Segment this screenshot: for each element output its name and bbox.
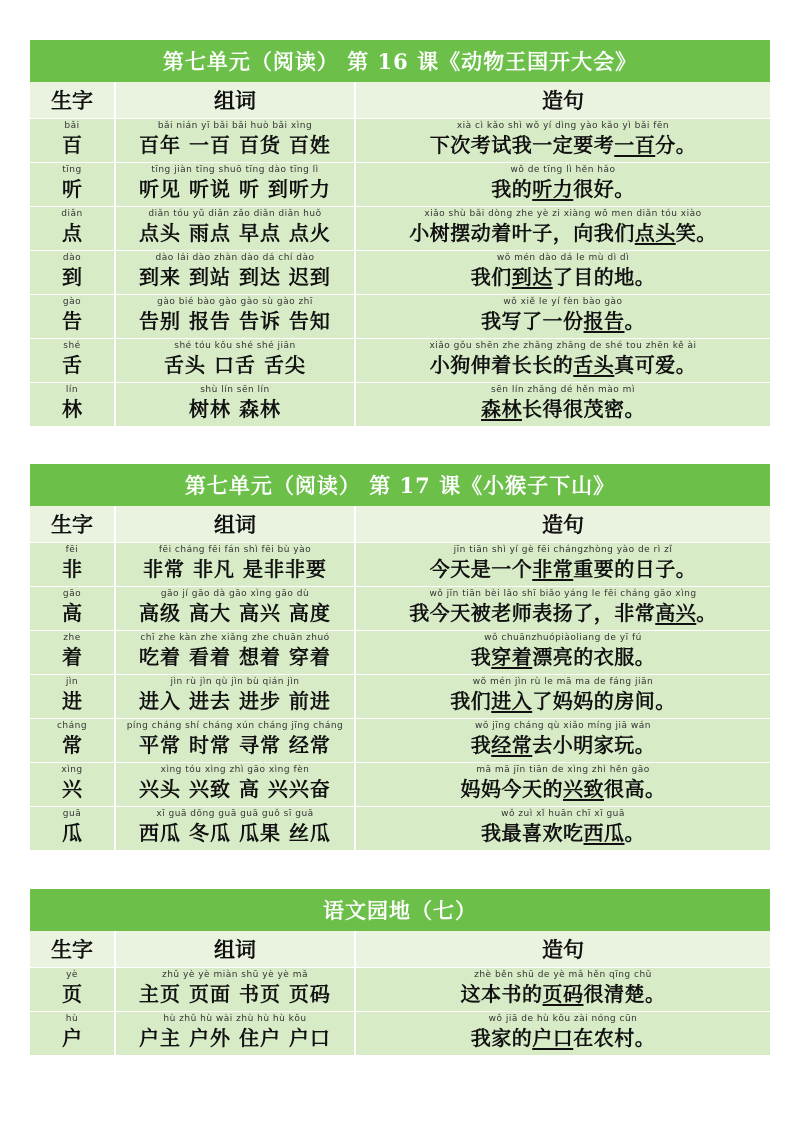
word-group: 兴头 兴致 高 兴兴奋: [139, 777, 331, 801]
words-pinyin: jìn rù jìn qù jìn bù qián jìn: [170, 677, 300, 687]
new-character: 高: [62, 601, 82, 625]
new-character: 听: [62, 177, 82, 201]
char-pinyin: hù: [65, 1014, 79, 1024]
words-pinyin: diǎn tóu yǔ diǎn zǎo diǎn diǎn huǒ: [148, 209, 322, 219]
sentence-text-end: 真可爱。: [614, 353, 697, 377]
word-group: 告别 报告 告诉 告知: [139, 309, 331, 333]
header-char-cell: [30, 931, 116, 967]
char-pinyin: tīng: [62, 165, 82, 175]
sentence-pinyin: jīn tiān shì yí gè fēi chángzhòng yào de rì zǐ: [453, 545, 673, 555]
sentence-underlined-word: 报告: [583, 309, 625, 333]
sentence-pinyin: xià cì kǎo shì wǒ yí dìng yào kǎo yì bǎi fēn: [456, 121, 670, 131]
table-row: [30, 763, 770, 807]
sentence-cell: [356, 207, 770, 250]
sentence-pinyin: wǒ jiā de hù kǒu zài nóng cūn: [488, 1014, 638, 1024]
sentence-pinyin: wǒ chuānzhuópiàoliang de yī fú: [484, 633, 642, 643]
words-cell: [116, 675, 356, 718]
char-cell: [30, 163, 116, 206]
example-sentence: [356, 729, 770, 758]
sentence-cell: [356, 587, 770, 630]
sentence-text-end: 了目的地。: [552, 265, 656, 289]
header-sentence-cell: [356, 931, 770, 967]
new-character: 非: [62, 557, 82, 581]
char-pinyin: gào: [62, 297, 82, 307]
sentence-pinyin: wǒ mén jìn rù le mā ma de fáng jiān: [472, 677, 654, 687]
example-sentence: [356, 817, 770, 846]
header-words-label: 组词: [214, 88, 256, 113]
word-group: 主页 页面 书页 页码: [139, 982, 331, 1006]
example-sentence: [356, 129, 770, 158]
words-cell: [116, 339, 356, 382]
sentence-underlined-word: 听力: [532, 177, 574, 201]
char-pinyin: jìn: [65, 677, 79, 687]
sentence-underlined-word: 一百: [614, 133, 656, 157]
word-group: 舌头 口舌 舌尖: [164, 353, 306, 377]
header-words-cell: [116, 506, 356, 542]
sentence-text: 我们: [450, 689, 492, 713]
word-group: 百年 一百 百货 百姓: [139, 133, 331, 157]
sentence-underlined-word: 到达: [511, 265, 553, 289]
word-group: 平常 时常 寻常 经常: [139, 733, 331, 757]
table-row: [30, 207, 770, 251]
sentence-pinyin: zhè běn shū de yè mǎ hěn qīng chǔ: [474, 970, 652, 980]
char-pinyin: lín: [65, 385, 79, 395]
words-pinyin: xìng tóu xìng zhì gāo xìng fèn: [160, 765, 310, 775]
sentence-cell: [356, 675, 770, 718]
char-cell: [30, 251, 116, 294]
new-character: 百: [62, 133, 82, 157]
new-character: 告: [62, 309, 82, 333]
new-character: 舌: [62, 353, 82, 377]
sentence-text: 我写了一份: [481, 309, 584, 333]
char-cell: [30, 675, 116, 718]
header-words-cell: [116, 82, 356, 118]
table-row: [30, 631, 770, 675]
word-group: 听见 听说 听 到听力: [139, 177, 331, 201]
sentence-cell: [356, 543, 770, 586]
table-header-row: [30, 506, 770, 543]
header-sentence-cell: [356, 82, 770, 118]
words-pinyin: bǎi nián yī bǎi bǎi huò bǎi xìng: [157, 121, 313, 131]
lesson-table: [30, 889, 770, 1056]
sentence-cell: [356, 631, 770, 674]
sentence-text: 下次考试我一定要考: [429, 133, 615, 157]
words-pinyin: gào bié bào gào gào sù gào zhī: [157, 297, 313, 307]
char-cell: [30, 587, 116, 630]
example-sentence: [356, 978, 770, 1007]
char-pinyin: guā: [62, 809, 82, 819]
table-row: [30, 543, 770, 587]
word-group: 到来 到站 到达 迟到: [139, 265, 331, 289]
lesson-table: [30, 464, 770, 851]
char-cell: [30, 763, 116, 806]
sentence-cell: [356, 968, 770, 1011]
sentence-text: 我家的: [470, 1026, 533, 1050]
word-group: 高级 高大 高兴 高度: [139, 601, 331, 625]
char-pinyin: shé: [63, 341, 81, 351]
sentence-text-end: 长得很茂密。: [522, 397, 645, 421]
word-group: 点头 雨点 早点 点火: [139, 221, 331, 245]
char-pinyin: gāo: [62, 589, 82, 599]
sentence-underlined-word: 穿着: [491, 645, 533, 669]
sentence-underlined-word: 舌头: [573, 353, 615, 377]
table-row: [30, 339, 770, 383]
sentence-underlined-word: 点头: [634, 221, 676, 245]
sentence-cell: [356, 1012, 770, 1055]
char-cell: [30, 339, 116, 382]
new-character: 到: [62, 265, 82, 289]
sentence-pinyin: wǒ zuì xǐ huān chī xī guā: [501, 809, 625, 819]
words-pinyin: píng cháng shí cháng xún cháng jīng cháng: [126, 721, 344, 731]
sentence-text-end: 去小明家玩。: [532, 733, 656, 757]
sentence-text-end: 重要的日子。: [573, 557, 697, 581]
sentence-text-end: 。: [624, 821, 645, 845]
word-group: 户主 户外 住户 户口: [139, 1026, 331, 1050]
header-words-cell: [116, 931, 356, 967]
sentence-text-end: 。: [624, 309, 645, 333]
example-sentence: [356, 217, 770, 246]
sentence-pinyin: wǒ de tīng lì hěn hǎo: [510, 165, 616, 175]
words-pinyin: tīng jiàn tīng shuō tīng dào tīng lì: [151, 165, 319, 175]
table-header-row: [30, 931, 770, 968]
sentence-pinyin: wǒ mén dào dá le mù dì dì: [496, 253, 630, 263]
sentence-text-end: 很清楚。: [583, 982, 666, 1006]
char-cell: [30, 295, 116, 338]
new-character: 着: [62, 645, 82, 669]
header-words-label: 组词: [214, 512, 256, 537]
words-pinyin: gāo jí gāo dà gāo xìng gāo dù: [160, 589, 310, 599]
words-pinyin: zhǔ yè yè miàn shū yè yè mǎ: [162, 970, 308, 980]
example-sentence: [356, 1022, 770, 1051]
header-words-label: 组词: [214, 937, 256, 962]
word-group: 非常 非凡 是非非要: [143, 557, 327, 581]
header-sentence-label: 造句: [542, 88, 584, 113]
header-char-label: 生字: [51, 512, 93, 537]
table-row: [30, 295, 770, 339]
sentence-cell: [356, 251, 770, 294]
char-cell: [30, 807, 116, 850]
example-sentence: [356, 553, 770, 582]
table-row: [30, 163, 770, 207]
table-row: [30, 807, 770, 851]
words-cell: [116, 207, 356, 250]
header-sentence-cell: [356, 506, 770, 542]
words-pinyin: dào lái dào zhàn dào dá chí dào: [155, 253, 315, 263]
sentence-text: 我: [470, 733, 492, 757]
table-row: [30, 675, 770, 719]
sentence-underlined-word: 高兴: [655, 601, 697, 625]
words-cell: [116, 251, 356, 294]
sentence-text-end: 笑。: [675, 221, 717, 245]
new-character: 瓜: [62, 821, 82, 845]
sentence-text: 这本书的: [460, 982, 543, 1006]
sentence-cell: [356, 295, 770, 338]
char-pinyin: dào: [62, 253, 82, 263]
sentence-text: 我: [470, 645, 492, 669]
char-cell: [30, 119, 116, 162]
words-pinyin: shù lín sēn lín: [200, 385, 270, 395]
new-character: 兴: [62, 777, 82, 801]
words-pinyin: chī zhe kàn zhe xiǎng zhe chuān zhuó: [140, 633, 330, 643]
sentence-underlined-word: 非常: [532, 557, 574, 581]
example-sentence: [356, 597, 770, 626]
sentence-underlined-word: 进入: [491, 689, 533, 713]
header-char-label: 生字: [51, 937, 93, 962]
example-sentence: [356, 773, 770, 802]
sentence-underlined-word: 页码: [542, 982, 584, 1006]
sentence-text: 妈妈今天的: [460, 777, 563, 801]
lesson-title: 语文园地（七）: [30, 889, 770, 931]
sentence-text-end: 在农村。: [573, 1026, 656, 1050]
char-pinyin: zhe: [63, 633, 81, 643]
sentence-text-end: 很好。: [573, 177, 635, 201]
sentence-pinyin: xiǎo gǒu shēn zhe zhǎng zhǎng de shé tou zhēn kě ài: [429, 341, 697, 351]
words-pinyin: fēi cháng fēi fán shì fēi bù yào: [158, 545, 312, 555]
lesson-title: 第七单元（阅读） 第 17 课《小猴子下山》: [30, 464, 770, 506]
sentence-text: 小树摆动着叶子，向我们: [409, 221, 635, 245]
char-pinyin: xìng: [61, 765, 83, 775]
table-row: [30, 968, 770, 1012]
sentence-underlined-word: 西瓜: [583, 821, 625, 845]
char-pinyin: fēi: [65, 545, 79, 555]
table-header-row: [30, 82, 770, 119]
example-sentence: [356, 173, 770, 202]
words-pinyin: shé tóu kǒu shé shé jiān: [174, 341, 296, 351]
example-sentence: [356, 305, 770, 334]
new-character: 进: [62, 689, 82, 713]
sentence-pinyin: wǒ jīn tiān bèi lǎo shī biǎo yáng le fēi cháng gāo xìng: [429, 589, 697, 599]
char-cell: [30, 383, 116, 426]
words-cell: [116, 719, 356, 762]
sentence-text-end: 。: [696, 601, 717, 625]
new-character: 点: [62, 221, 82, 245]
char-pinyin: yè: [66, 970, 78, 980]
sentence-underlined-word: 经常: [491, 733, 533, 757]
sentence-text: 我们: [470, 265, 512, 289]
lesson-table: [30, 40, 770, 427]
sentence-cell: [356, 763, 770, 806]
word-group: 树林 森林: [189, 397, 281, 421]
sentence-text: 我的: [491, 177, 533, 201]
words-cell: [116, 119, 356, 162]
new-character: 户: [62, 1026, 82, 1050]
sentence-text: 今天是一个: [429, 557, 533, 581]
words-cell: [116, 295, 356, 338]
word-group: 吃着 看着 想着 穿着: [139, 645, 331, 669]
example-sentence: [356, 393, 770, 422]
example-sentence: [356, 641, 770, 670]
words-cell: [116, 587, 356, 630]
table-row: [30, 119, 770, 163]
table-row: [30, 251, 770, 295]
sentence-pinyin: xiǎo shù bǎi dòng zhe yè zi xiàng wǒ men diǎn tóu xiào: [424, 209, 702, 219]
sentence-cell: [356, 163, 770, 206]
words-pinyin: hù zhǔ hù wài zhù hù hù kǒu: [163, 1014, 307, 1024]
char-pinyin: diǎn: [61, 209, 83, 219]
new-character: 常: [62, 733, 82, 757]
words-cell: [116, 543, 356, 586]
sentence-text: 我今天被老师表扬了，非常: [409, 601, 656, 625]
sentence-cell: [356, 119, 770, 162]
word-group: 西瓜 冬瓜 瓜果 丝瓜: [139, 821, 331, 845]
char-cell: [30, 207, 116, 250]
example-sentence: [356, 685, 770, 714]
sentence-cell: [356, 807, 770, 850]
new-character: 页: [62, 982, 82, 1006]
words-cell: [116, 163, 356, 206]
sentence-text-end: 分。: [655, 133, 697, 157]
example-sentence: [356, 261, 770, 290]
sentence-text: 小狗伸着长长的: [429, 353, 574, 377]
words-cell: [116, 1012, 356, 1055]
sentence-underlined-word: 森林: [481, 397, 522, 421]
sentence-underlined-word: 户口: [532, 1026, 574, 1050]
words-cell: [116, 807, 356, 850]
table-row: [30, 383, 770, 427]
char-cell: [30, 1012, 116, 1055]
table-row: [30, 1012, 770, 1056]
new-character: 林: [62, 397, 82, 421]
header-sentence-label: 造句: [542, 512, 584, 537]
table-row: [30, 587, 770, 631]
char-pinyin: bǎi: [64, 121, 80, 131]
words-pinyin: xī guā dōng guā guā guǒ sī guā: [156, 809, 314, 819]
char-cell: [30, 968, 116, 1011]
sentence-cell: [356, 719, 770, 762]
char-pinyin: cháng: [56, 721, 88, 731]
char-cell: [30, 543, 116, 586]
sentence-cell: [356, 339, 770, 382]
sentence-text-end: 漂亮的衣服。: [532, 645, 656, 669]
sentence-cell: [356, 383, 770, 426]
sentence-text: 我最喜欢吃: [481, 821, 584, 845]
header-char-cell: [30, 506, 116, 542]
header-char-cell: [30, 82, 116, 118]
words-cell: [116, 631, 356, 674]
char-cell: [30, 719, 116, 762]
example-sentence: [356, 349, 770, 378]
words-cell: [116, 383, 356, 426]
sentence-pinyin: mā mā jīn tiān de xìng zhì hěn gāo: [476, 765, 650, 775]
sentence-pinyin: wǒ jīng cháng qù xiǎo míng jiā wán: [475, 721, 651, 731]
char-cell: [30, 631, 116, 674]
sentence-underlined-word: 兴致: [563, 777, 604, 801]
table-row: [30, 719, 770, 763]
sentence-text-end: 了妈妈的房间。: [532, 689, 676, 713]
words-cell: [116, 968, 356, 1011]
header-char-label: 生字: [51, 88, 93, 113]
sentence-pinyin: sēn lín zhǎng dé hěn mào mì: [491, 385, 635, 395]
word-group: 进入 进去 进步 前进: [139, 689, 331, 713]
sentence-pinyin: wǒ xiě le yí fèn bào gào: [503, 297, 623, 307]
header-sentence-label: 造句: [542, 937, 584, 962]
sentence-text-end: 很高。: [604, 777, 666, 801]
lesson-title: 第七单元（阅读） 第 16 课《动物王国开大会》: [30, 40, 770, 82]
words-cell: [116, 763, 356, 806]
